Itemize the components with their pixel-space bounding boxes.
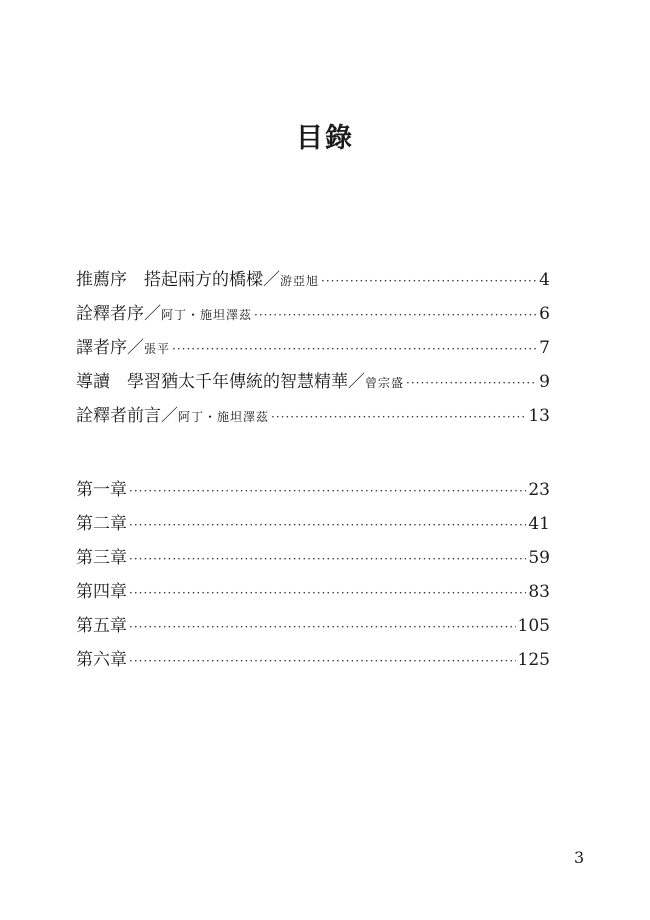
toc-entry-recommendation-preface[interactable]: [76, 263, 550, 297]
toc-entry-page: 83: [528, 582, 550, 602]
page-title: 目錄: [296, 123, 354, 154]
toc-entry-label: 第五章: [76, 616, 127, 636]
toc-entry-introduction[interactable]: [76, 365, 550, 399]
dot-leader: [406, 366, 537, 400]
chapter-list: [76, 473, 550, 677]
toc-entry-label: 第四章: [76, 582, 127, 602]
dot-leader: [321, 264, 537, 298]
dot-leader: [129, 644, 516, 678]
front-matter-list: [76, 263, 550, 433]
toc-entry-translator-preface[interactable]: [76, 331, 550, 365]
toc-entry-label: 詮釋者前言／: [76, 406, 178, 426]
toc-entry-label: 第一章: [76, 480, 127, 500]
toc-entry-label: 第三章: [76, 548, 127, 568]
toc-entry-label: 譯者序／: [76, 338, 144, 358]
toc-entry-page: 9: [539, 372, 550, 392]
toc-entry-label: 導讀 學習猶太千年傳統的智慧精華／: [76, 372, 365, 392]
toc-entry-interpreter-preface[interactable]: [76, 297, 550, 331]
toc-entry-author: 游亞旭: [280, 274, 320, 288]
toc-entry-chapter-6[interactable]: [76, 643, 550, 677]
toc-entry-interpreter-foreword[interactable]: [76, 399, 550, 433]
dot-leader: [172, 332, 537, 366]
dot-leader: [129, 508, 526, 542]
toc-entry-chapter-1[interactable]: [76, 473, 550, 507]
toc-entry-label: 第六章: [76, 650, 127, 670]
toc-entry-label: 詮釋者序／: [76, 304, 161, 324]
toc-entry-page: 4: [539, 270, 550, 290]
toc-entry-chapter-5[interactable]: [76, 609, 550, 643]
toc-entry-page: 125: [517, 650, 550, 670]
toc-entry-page: 6: [539, 304, 550, 324]
dot-leader: [129, 542, 526, 576]
toc-entry-page: 105: [517, 616, 550, 636]
toc-entry-chapter-3[interactable]: [76, 541, 550, 575]
dot-leader: [129, 610, 516, 644]
dot-leader: [271, 400, 526, 434]
toc-entry-label: 第二章: [76, 514, 127, 534]
page-number: 3: [574, 848, 585, 867]
toc-entry-author: 張平: [144, 342, 171, 356]
dot-leader: [254, 298, 537, 332]
toc-entry-page: 23: [528, 480, 550, 500]
toc-entry-author: 曾宗盛: [365, 376, 405, 390]
toc-entry-chapter-4[interactable]: [76, 575, 550, 609]
toc-entry-author: 阿丁・施坦澤茲: [161, 308, 253, 322]
toc-entry-page: 59: [528, 548, 550, 568]
toc-entry-page: 13: [528, 406, 550, 426]
toc-entry-page: 41: [528, 514, 550, 534]
toc-entry-author: 阿丁・施坦澤茲: [178, 410, 270, 424]
dot-leader: [129, 474, 526, 508]
toc-entry-label: 推薦序 搭起兩方的橋樑／: [76, 270, 280, 290]
dot-leader: [129, 576, 526, 610]
toc-entry-page: 7: [539, 338, 550, 358]
toc-entry-chapter-2[interactable]: [76, 507, 550, 541]
